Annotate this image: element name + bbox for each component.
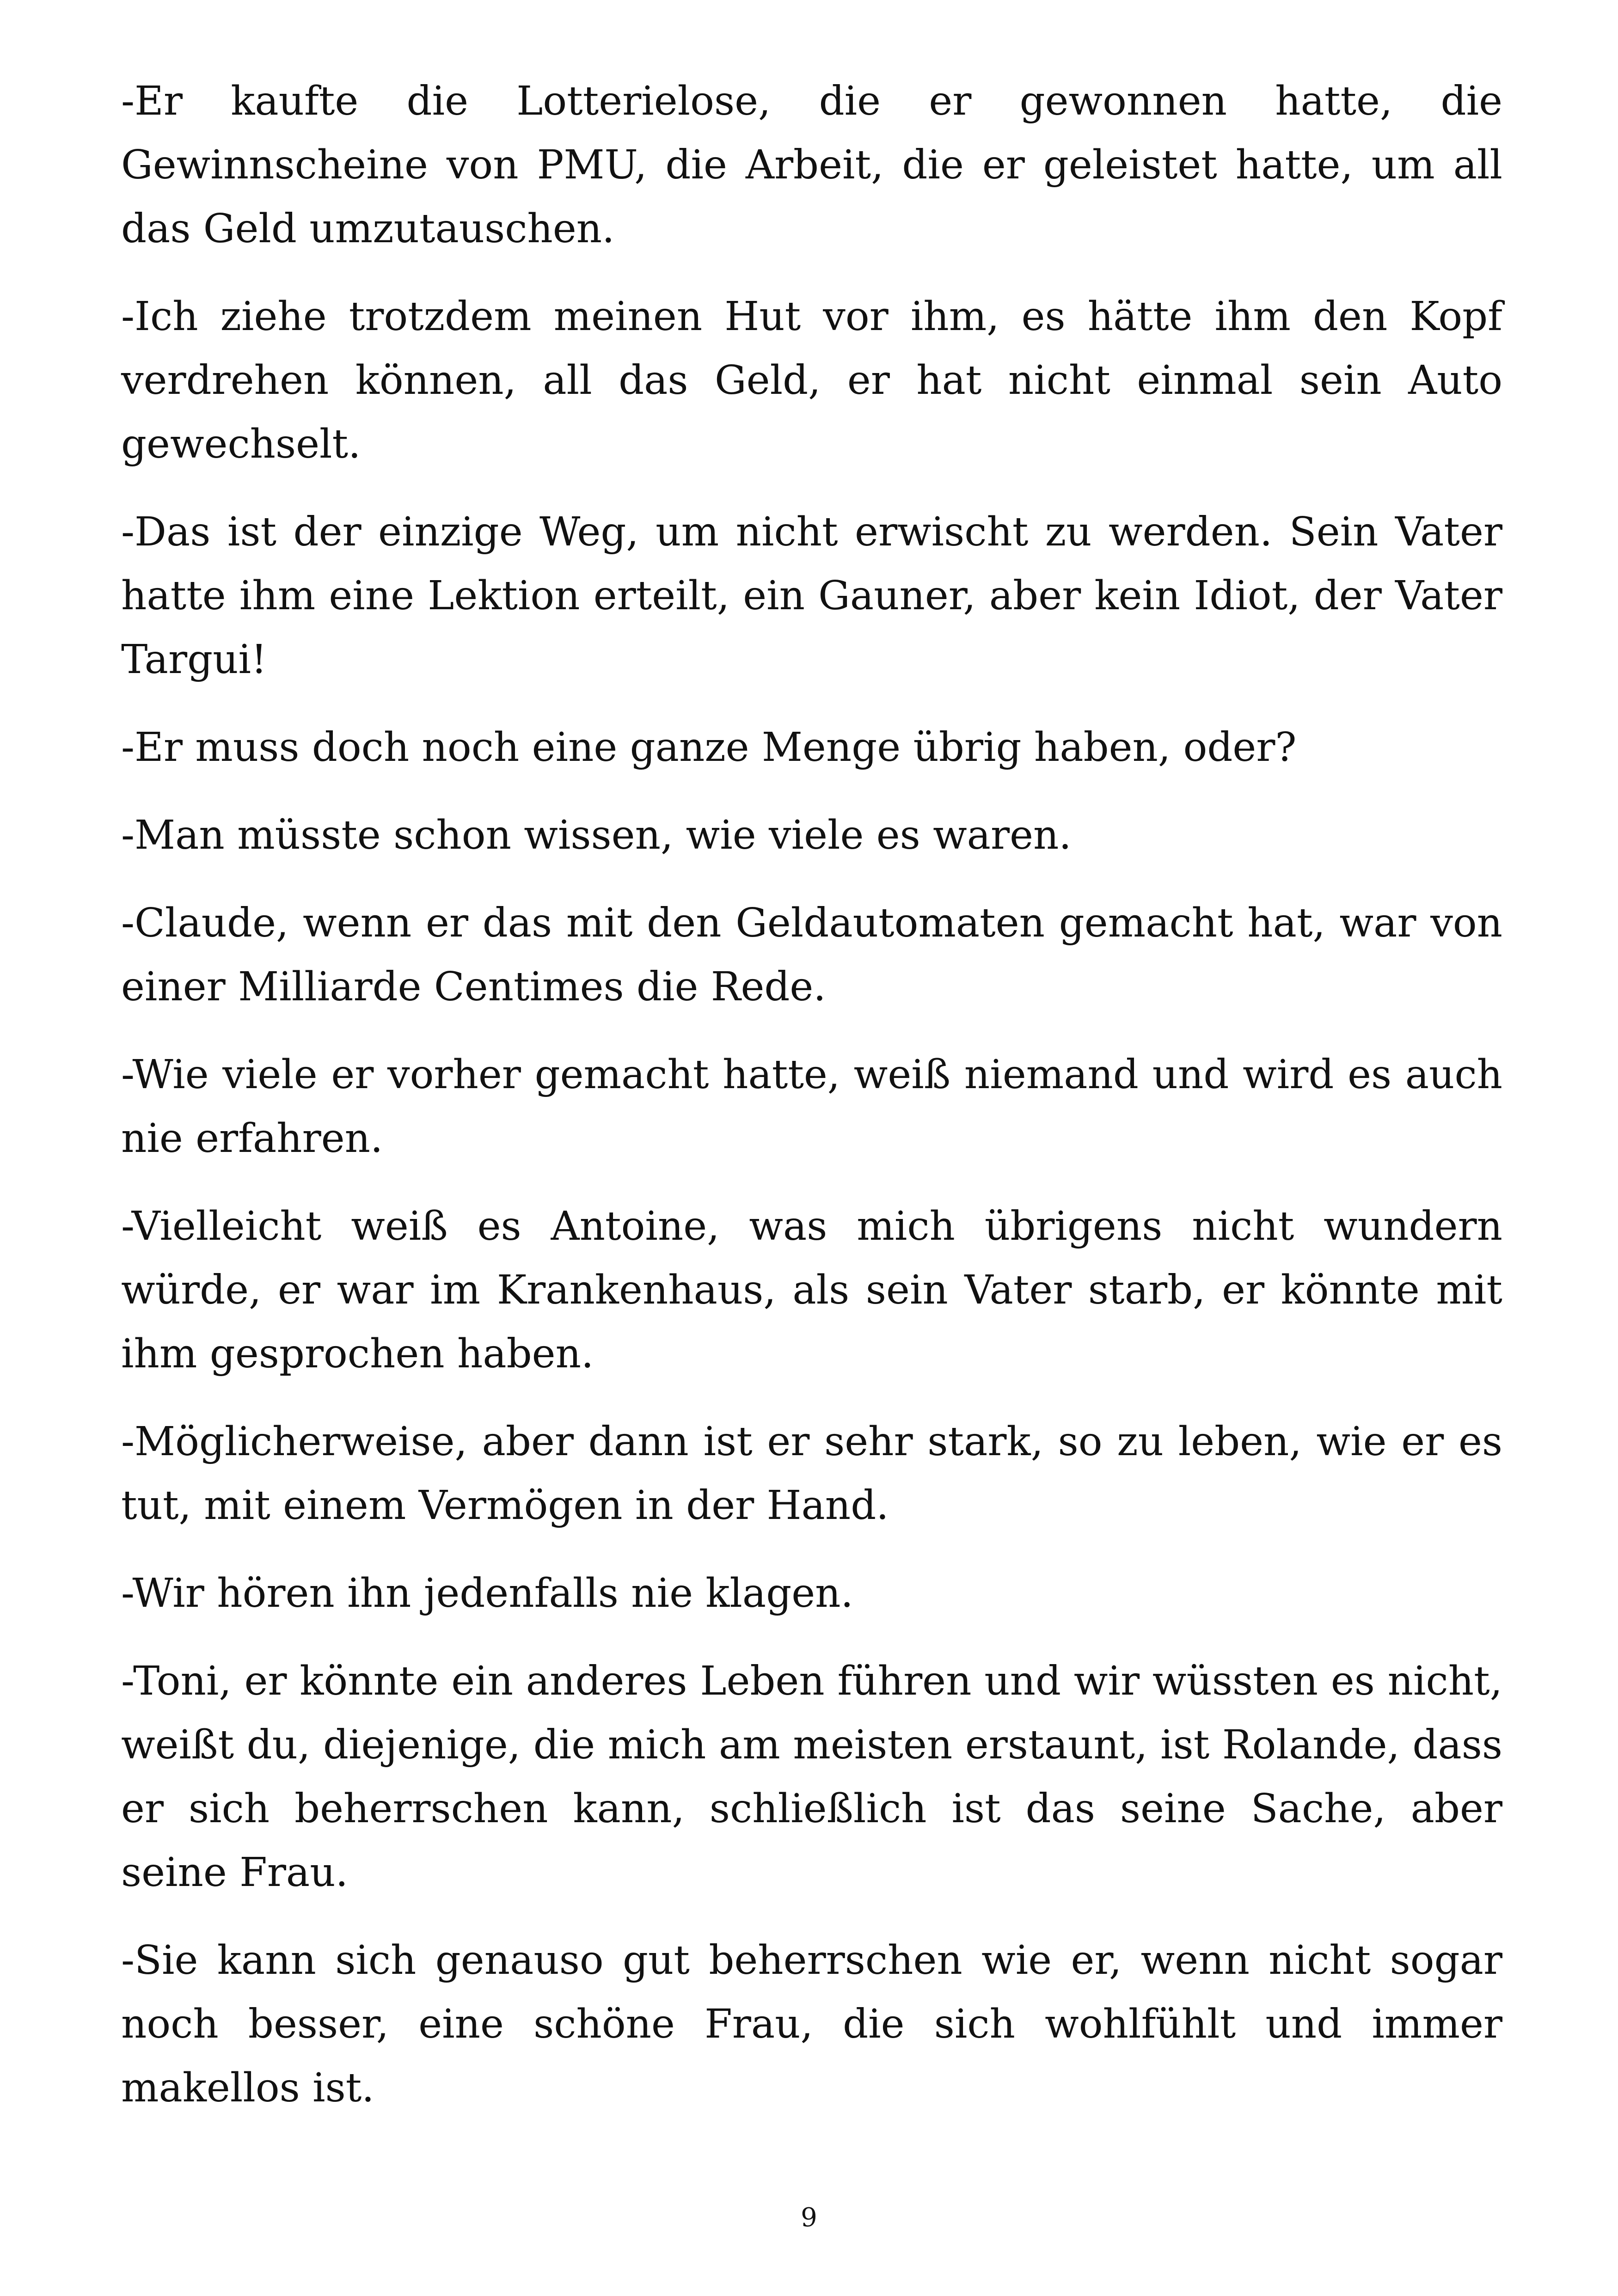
paragraph-2: -Ich ziehe trotzdem meinen Hut vor ihm, es hätte ihm den Kopf verdrehen können, all das Geld, er hat nicht einmal sein Auto gewechselt.	[121, 294, 1502, 467]
paragraph-6: -Claude, wenn er das mit den Geldautomaten gemacht hat, war von einer Milliarde Centimes die Rede.	[121, 900, 1502, 1010]
paragraph-12: -Sie kann sich genauso gut beherrschen wie er, wenn nicht sogar noch besser, eine schöne Frau, die sich wohlfühlt und immer makellos ist.	[121, 1937, 1502, 2111]
paragraph-9: -Möglicherweise, aber dann ist er sehr stark, so zu leben, wie er es tut, mit einem Vermögen in der Hand.	[121, 1419, 1502, 1529]
page-body	[121, 69, 1502, 2144]
paragraph-3: -Das ist der einzige Weg, um nicht erwischt zu werden. Sein Vater hatte ihm eine Lektion erteilt, ein Gauner, aber kein Idiot, der Vater Targui!	[121, 509, 1502, 683]
paragraph-11: -Toni, er könnte ein anderes Leben führen und wir wüssten es nicht, weißt du, diejenige, die mich am meisten erstaunt, ist Rolande, dass er sich beherrschen kann, schließlich ist das seine Sache, aber seine Frau.	[121, 1658, 1502, 1896]
paragraph-7: -Wie viele er vorher gemacht hatte, weiß niemand und wird es auch nie erfahren.	[121, 1052, 1502, 1162]
paragraph-8: -Vielleicht weiß es Antoine, was mich übrigens nicht wundern würde, er war im Krankenhaus, als sein Vater starb, er könnte mit ihm gesprochen haben.	[121, 1203, 1502, 1377]
paragraph-4: -Er muss doch noch eine ganze Menge übrig haben, oder?	[121, 724, 1297, 771]
paragraph-5: -Man müsste schon wissen, wie viele es waren.	[121, 812, 1072, 858]
page-number: 9	[801, 2203, 817, 2233]
paragraph-10: -Wir hören ihn jedenfalls nie klagen.	[121, 1570, 853, 1616]
paragraph-1: -Er kaufte die Lotterielose, die er gewonnen hatte, die Gewinnscheine von PMU, die Arbeit, die er geleistet hatte, um all das Geld umzutauschen.	[121, 78, 1502, 252]
